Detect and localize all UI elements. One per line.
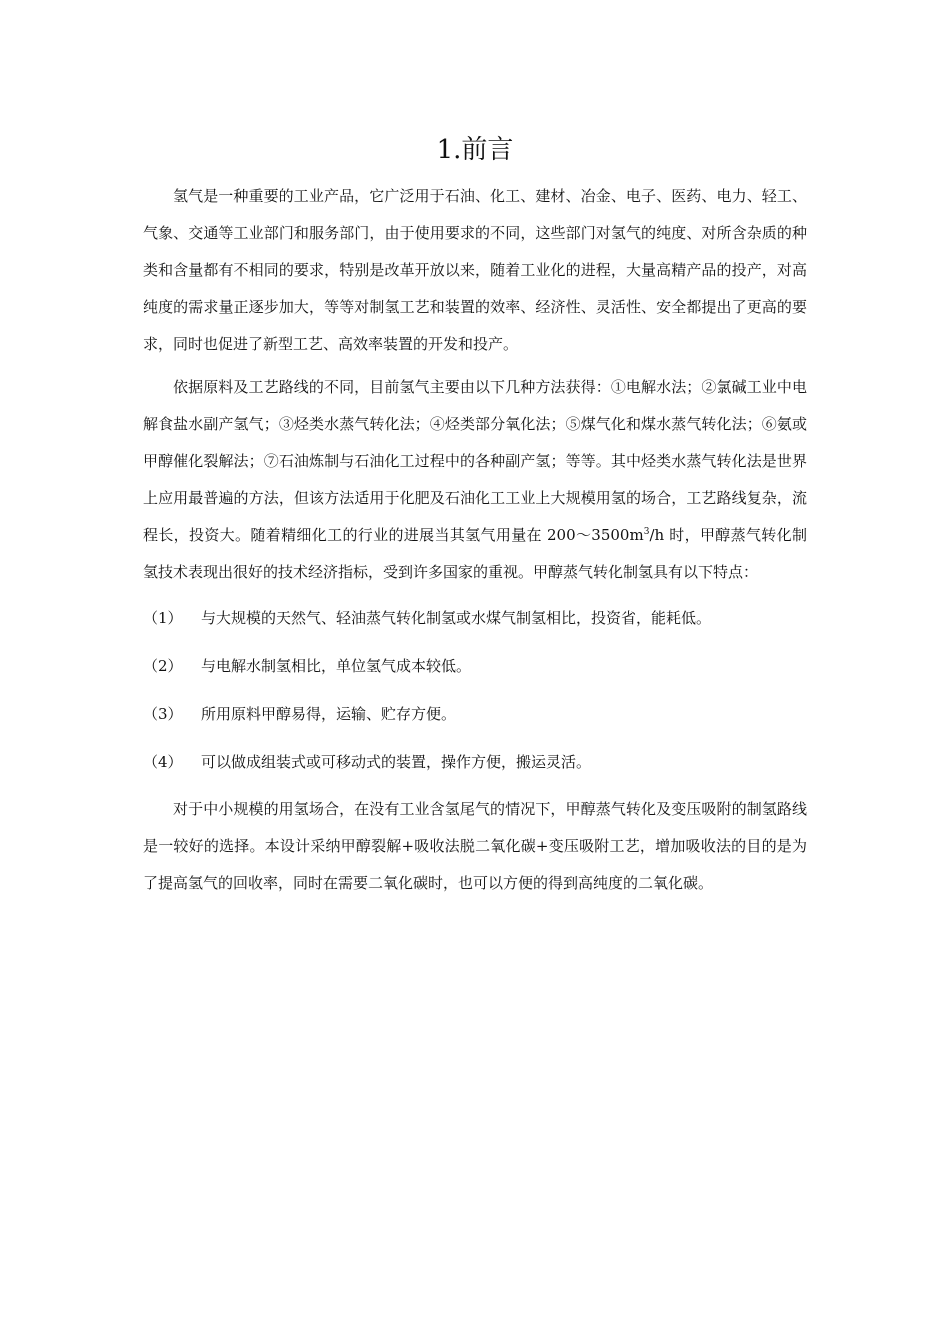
- list-item-text: 与电解水制氢相比，单位氢气成本较低。: [201, 657, 472, 675]
- paragraph-methods-text-2: /h 时，甲醇蒸气转化制氢技术表现出很好的技术经济指标，受到许多国家的重视。甲醇蒸气转化制氢具有以下特点：: [143, 526, 807, 581]
- list-item: [143, 594, 807, 642]
- paragraph-methods-text-1: 依据原料及工艺路线的不同，目前氢气主要由以下几种方法获得：①电解水法；②氯碱工业中电解食盐水副产氢气；③烃类水蒸气转化法；④烃类部分氧化法；⑤煤气化和煤水蒸气转化法；⑥氨或甲醇催化裂解法；⑦石油炼制与石油化工过程中的各种副产氢；等等。其中烃类水蒸气转化法是世界上应用最普遍的方法，但该方法适用于化肥及石油化工工业上大规模用氢的场合，工艺路线复杂，流程长，投资大。随着精细化工的行业的进展当其氢气用量在 200～3500m: [143, 378, 807, 544]
- paragraph-conclusion: 对于中小规模的用氢场合，在没有工业含氢尾气的情况下，甲醇蒸气转化及变压吸附的制氢路线是一较好的选择。本设计采纳甲醇裂解+吸收法脱二氧化碳+变压吸附工艺，增加吸收法的目的是为了提高氢气的回收率，同时在需要二氧化碳时，也可以方便的得到高纯度的二氧化碳。: [143, 800, 807, 892]
- unit-superscript: 3: [643, 527, 650, 537]
- paragraph-methods: [143, 369, 807, 591]
- list-item-number: （4）: [143, 753, 183, 771]
- list-item-text: 所用原料甲醇易得，运输、贮存方便。: [201, 705, 457, 723]
- feature-list: [143, 594, 807, 786]
- list-item-number: （2）: [143, 657, 183, 675]
- list-item-text: 与大规模的天然气、轻油蒸气转化制氢或水煤气制氢相比，投资省，能耗低。: [201, 609, 712, 627]
- list-item-number: （3）: [143, 705, 183, 723]
- list-item-number: （1）: [143, 609, 183, 627]
- paragraph-intro: 氢气是一种重要的工业产品，它广泛用于石油、化工、建材、冶金、电子、医药、电力、轻工、气象、交通等工业部门和服务部门，由于使用要求的不同，这些部门对氢气的纯度、对所含杂质的种类和含量都有不相同的要求，特别是改革开放以来，随着工业化的进程，大量高精产品的投产，对高纯度的需求量正逐步加大，等等对制氢工艺和装置的效率、经济性、灵活性、安全都提出了更高的要求，同时也促进了新型工艺、高效率装置的开发和投产。: [143, 187, 807, 353]
- list-item: [143, 690, 807, 738]
- list-item: [143, 642, 807, 690]
- list-item-text: 可以做成组装式或可移动式的装置，操作方便，搬运灵活。: [201, 753, 592, 771]
- page-title: 1.前言: [436, 135, 514, 165]
- document-page: [143, 128, 807, 902]
- list-item: [143, 738, 807, 786]
